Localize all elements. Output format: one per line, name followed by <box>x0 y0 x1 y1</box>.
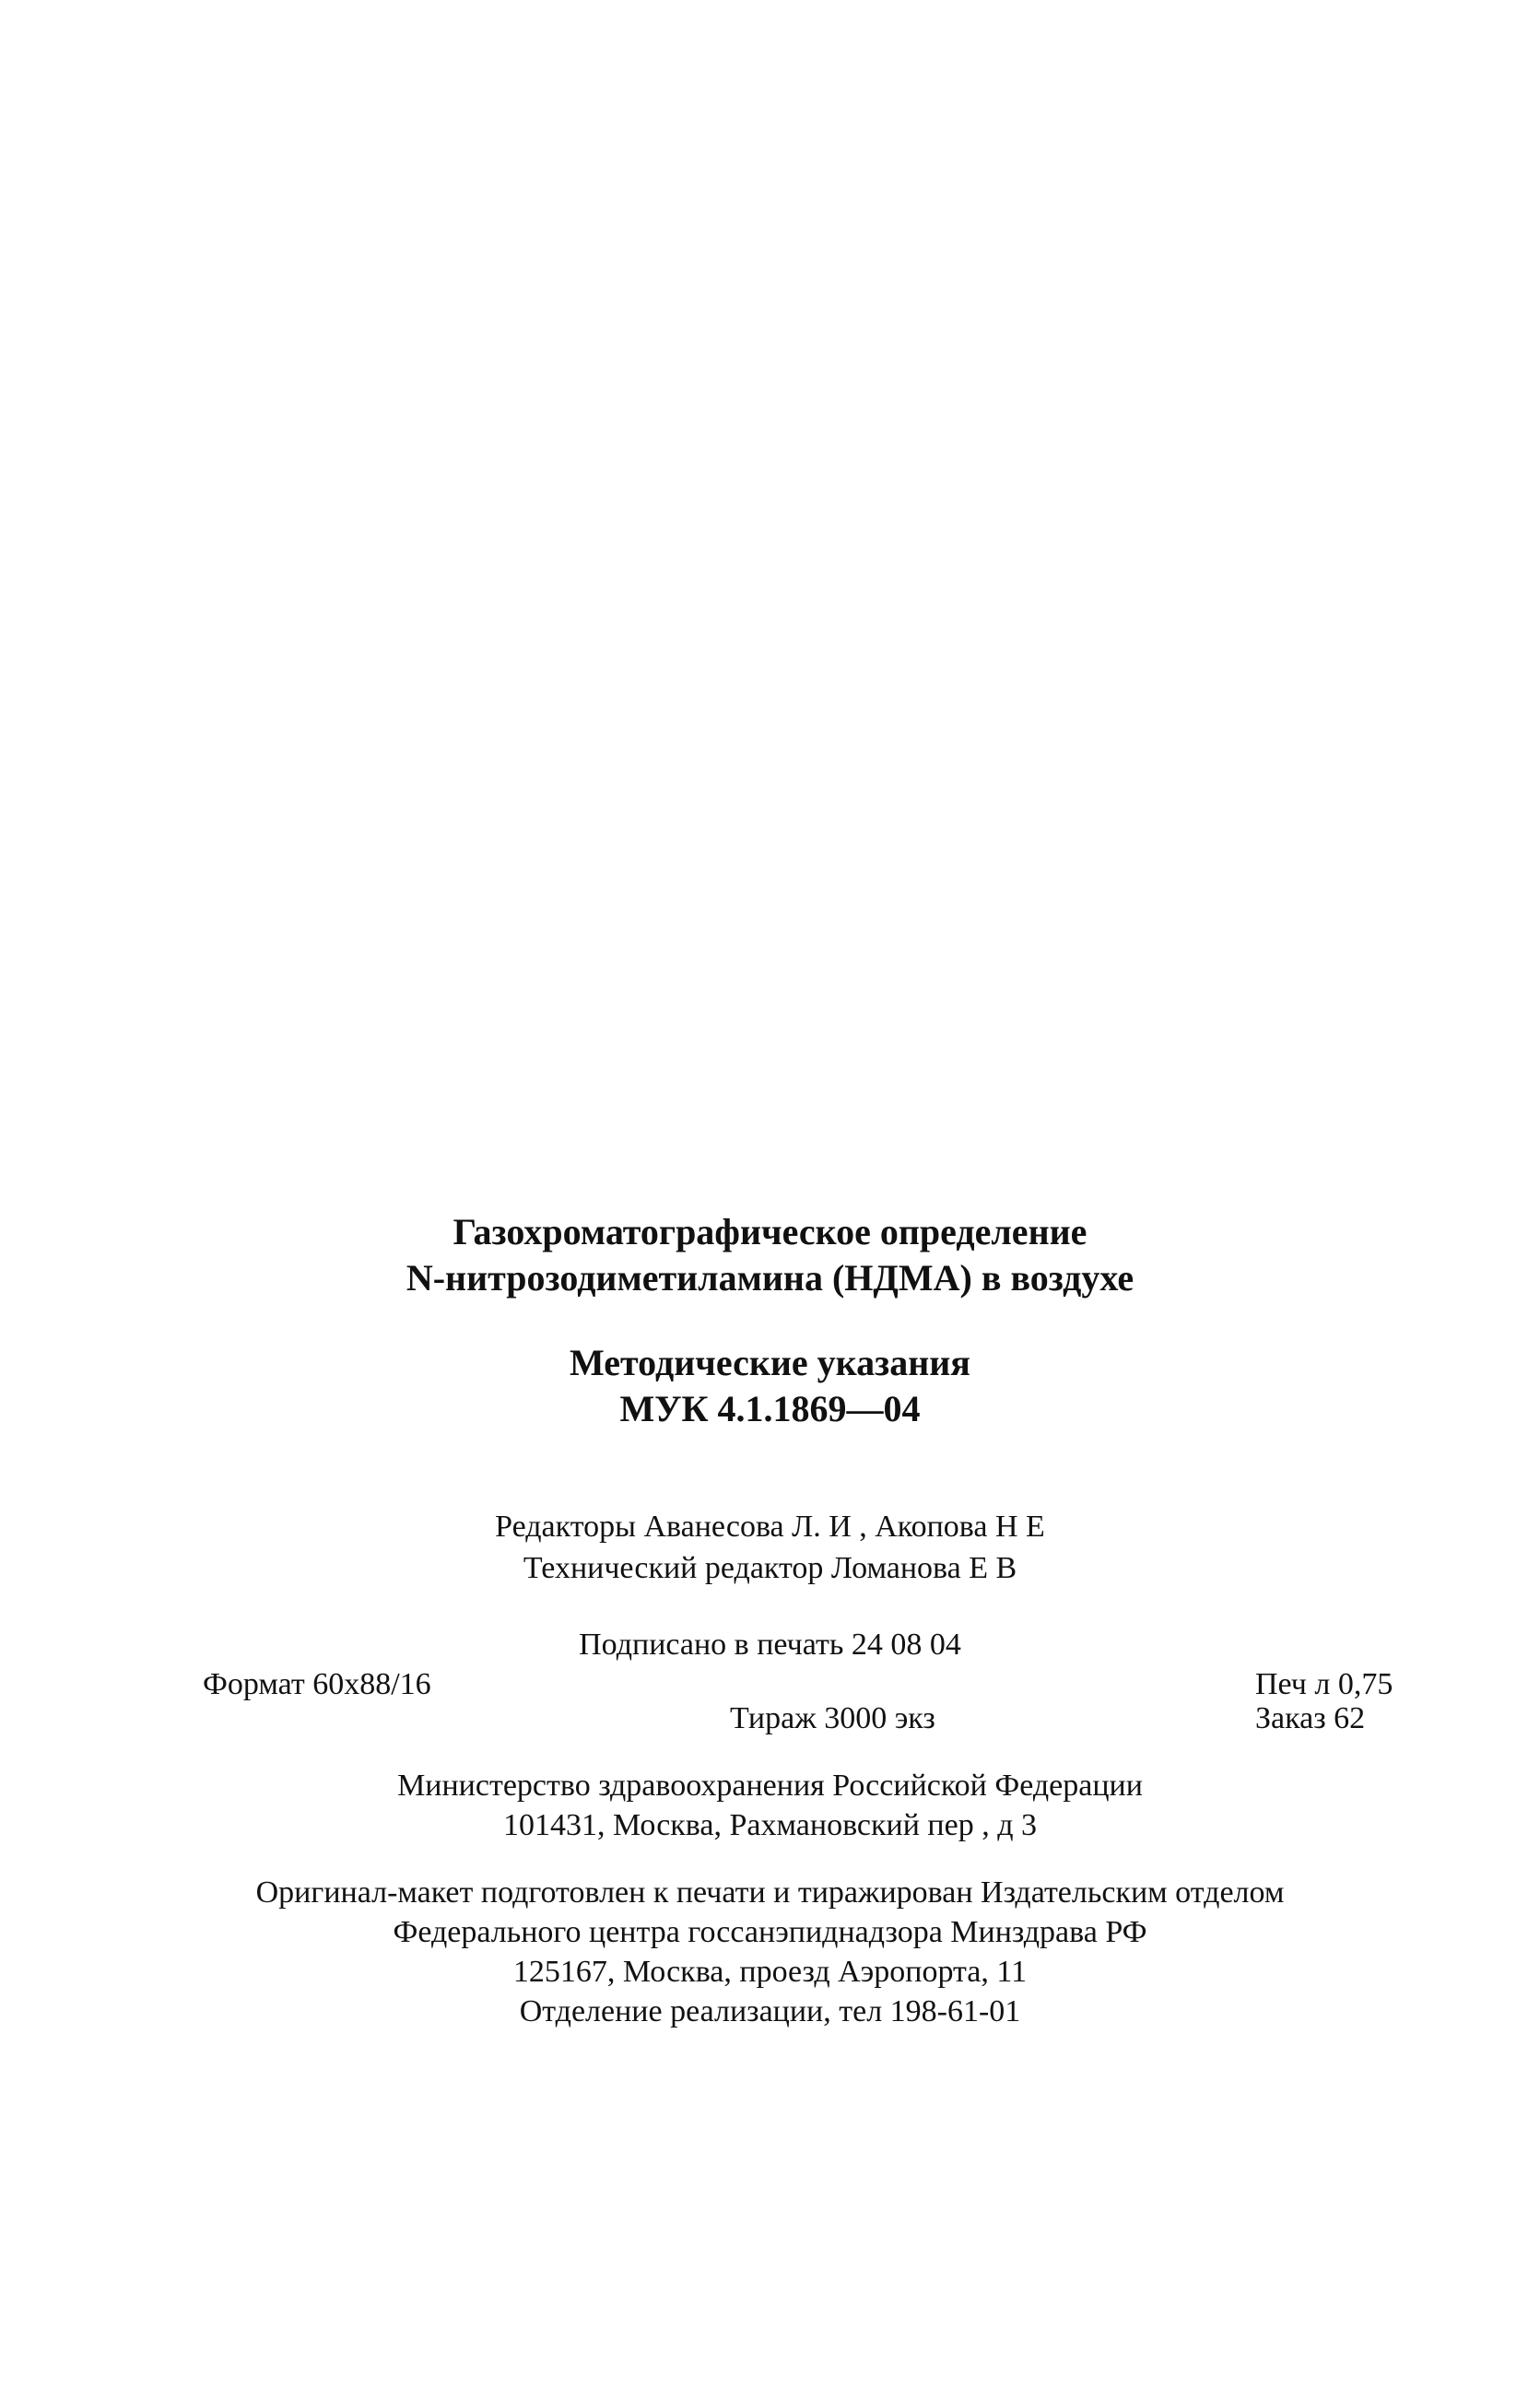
printed-sheets: Печ л 0,75 <box>1255 1667 1393 1701</box>
document-type: Методические указания <box>570 1342 970 1383</box>
circulation: Тираж 3000 экз <box>730 1701 935 1735</box>
document-code: МУК 4.1.1869—04 <box>619 1388 921 1429</box>
sales-department-phone: Отделение реализации, тел 198-61-01 <box>519 1994 1021 2028</box>
original-layout-line-2: Федерального центра госсанэпиднадзора Минздрава РФ <box>393 1915 1147 1949</box>
original-layout-address: 125167, Москва, проезд Аэропорта, 11 <box>512 1955 1028 1989</box>
format-info: Формат 60x88/16 <box>203 1667 431 1701</box>
technical-editor-line: Технический редактор Ломанова Е В <box>523 1551 1017 1585</box>
editors-line: Редакторы Аванесова Л. И , Акопова Н Е <box>495 1510 1045 1544</box>
signed-for-print: Подписано в печать 24 08 04 <box>579 1628 961 1662</box>
original-layout-line-1: Оригинал-макет подготовлен к печати и тиражирован Издательским отделом <box>255 1875 1285 1910</box>
ministry-address: 101431, Москва, Рахмановский пер , д 3 <box>502 1808 1038 1842</box>
ministry-name: Министерство здравоохранения Российской Федерации <box>397 1769 1143 1803</box>
document-title-line-1: Газохроматографическое определение <box>453 1211 1087 1252</box>
order-number: Заказ 62 <box>1255 1701 1366 1735</box>
document-title-line-2: N-нитрозодиметиламина (НДМА) в воздухе <box>406 1257 1134 1299</box>
